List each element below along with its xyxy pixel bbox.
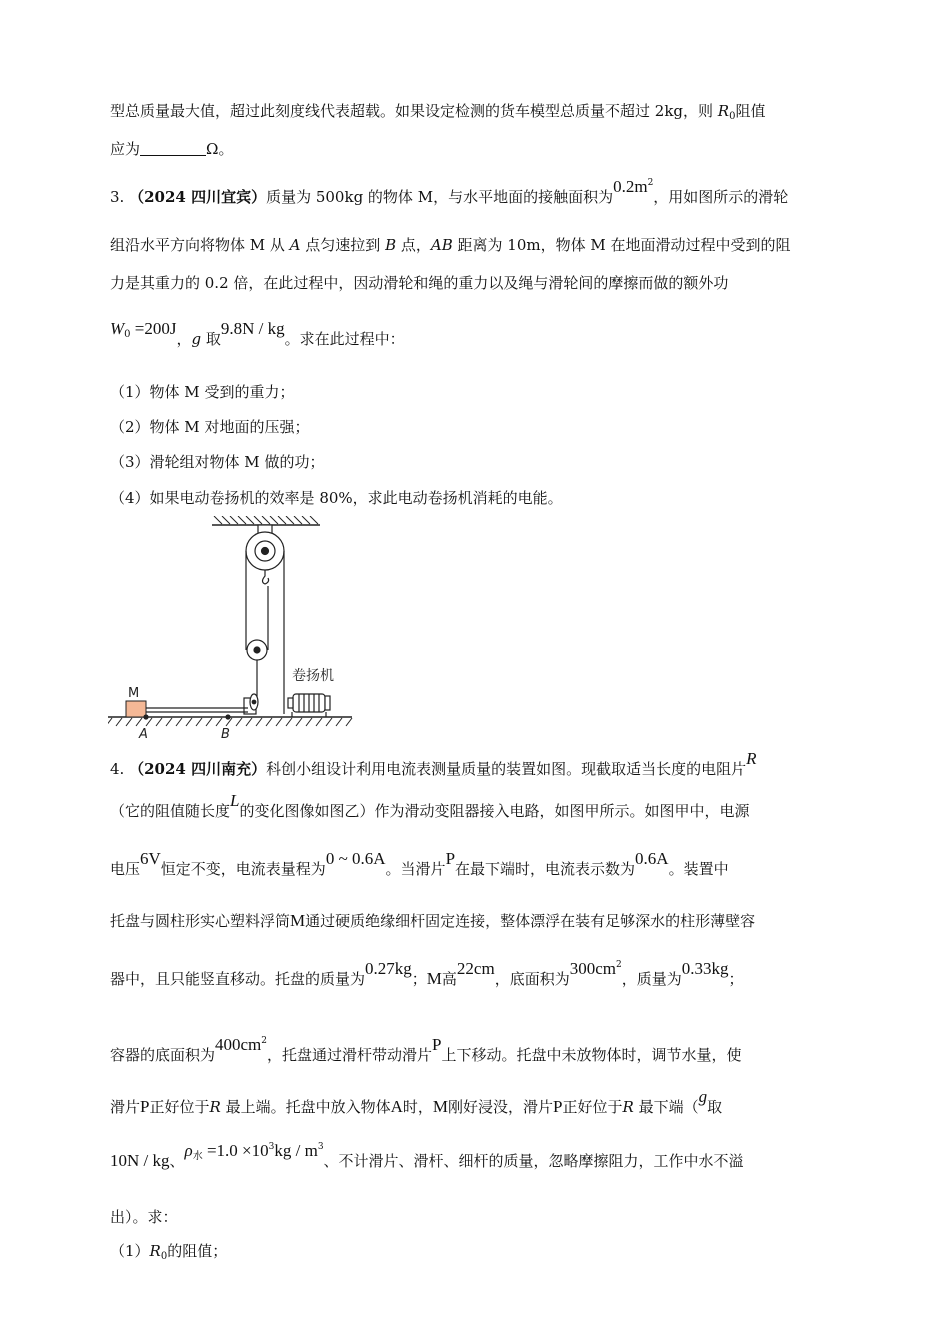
question-3-line-3: 力是其重力的 0.2 倍，在此过程中，因动滑轮和绳的重力以及绳与滑轮间的摩擦而做的额外功 — [110, 274, 729, 292]
answer-blank[interactable] — [140, 142, 206, 156]
question-3-source: （2024 四川宜宾） — [129, 188, 267, 206]
question-4-line-7: 滑片P正好位于R 最上端。托盘中放入物体A时，M刚好浸没，滑片P正好位于R 最下端（g取 — [110, 1087, 723, 1116]
text-line-1: 型总质量最大值，超过此刻度线代表超载。如果设定检测的货车模型总质量不超过 2kg，则 $R_0$阻值 — [110, 102, 766, 122]
question-4-line-6: 容器的底面积为$400cm^2$，托盘通过滑杆带动滑片P上下移动。托盘中未放物体时，调节水量，使 — [110, 1035, 742, 1064]
label-B: B — [221, 727, 230, 742]
question-4-line-2: （它的阻值随长度L的变化图像如图乙）作为滑动变阻器接入电路，如图甲所示。如图甲中，电源 — [110, 791, 750, 820]
sub-question-3: （3）滑轮组对物体 M 做的功； — [110, 453, 325, 471]
question-4-line-1: 4. （2024 四川南充）科创小组设计利用电流表测量质量的装置如图。现截取适当长度的电阻片R — [110, 749, 757, 778]
question-4-line-5: 器中，且只能竖直移动。托盘的质量为0.27kg；M高22cm，底面积为$300cm^2$，质量为0.33kg； — [110, 959, 744, 988]
question-4-line-8: 10N / kg、$\rho^水 =1.0 \times 10^3kg / m^3$、不计滑片、滑杆、细杆的质量，忽略摩擦阻力，工作中水不溢 — [110, 1141, 744, 1170]
pulley-winch-figure — [108, 516, 358, 742]
block-M — [126, 701, 146, 717]
label-A: A — [139, 727, 148, 742]
label-M: M — [128, 686, 140, 701]
sub-question-2: （2）物体 M 对地面的压强； — [110, 418, 310, 436]
question-4-sub-1: $(1)R_0$的阻值； — [110, 1242, 228, 1262]
question-4-line-9: 出）。求： — [110, 1208, 178, 1226]
question-3-line-4: $W^0 =200J$，g 取9.8N / kg。求在此过程中： — [110, 319, 405, 348]
text-line-2: 应为 Ω。 — [110, 140, 234, 158]
question-4-line-3: 电压6V恒定不变，电流表量程为0 ~ 0.6A。当滑片P在最下端时，电流表示数为0.6A。装置中 — [110, 849, 729, 878]
sub-question-1: （1）物体 M 受到的重力； — [110, 383, 295, 401]
question-3-line-2: 组沿水平方向将物体 M 从 A 点匀速拉到 B 点，AB 距离为 10m，物体 M 在地面滑动过程中受到的阻 — [110, 236, 791, 254]
sub-question-4: （4）如果电动卷扬机的效率是 80%，求此电动卷扬机消耗的电能。 — [110, 489, 563, 507]
label-winch: 卷扬机 — [292, 668, 334, 684]
question-3-line-1: 3. （2024 四川宜宾）质量为 500kg 的物体 M，与水平地面的接触面积为$0.2m^2$，用如图所示的滑轮 — [110, 177, 789, 206]
question-4-source: （2024 四川南充） — [129, 760, 267, 778]
question-4-line-4: 托盘与圆柱形实心塑料浮筒M通过硬质绝缘细杆固定连接，整体漂浮在装有足够深水的柱形薄壁容 — [110, 911, 756, 930]
